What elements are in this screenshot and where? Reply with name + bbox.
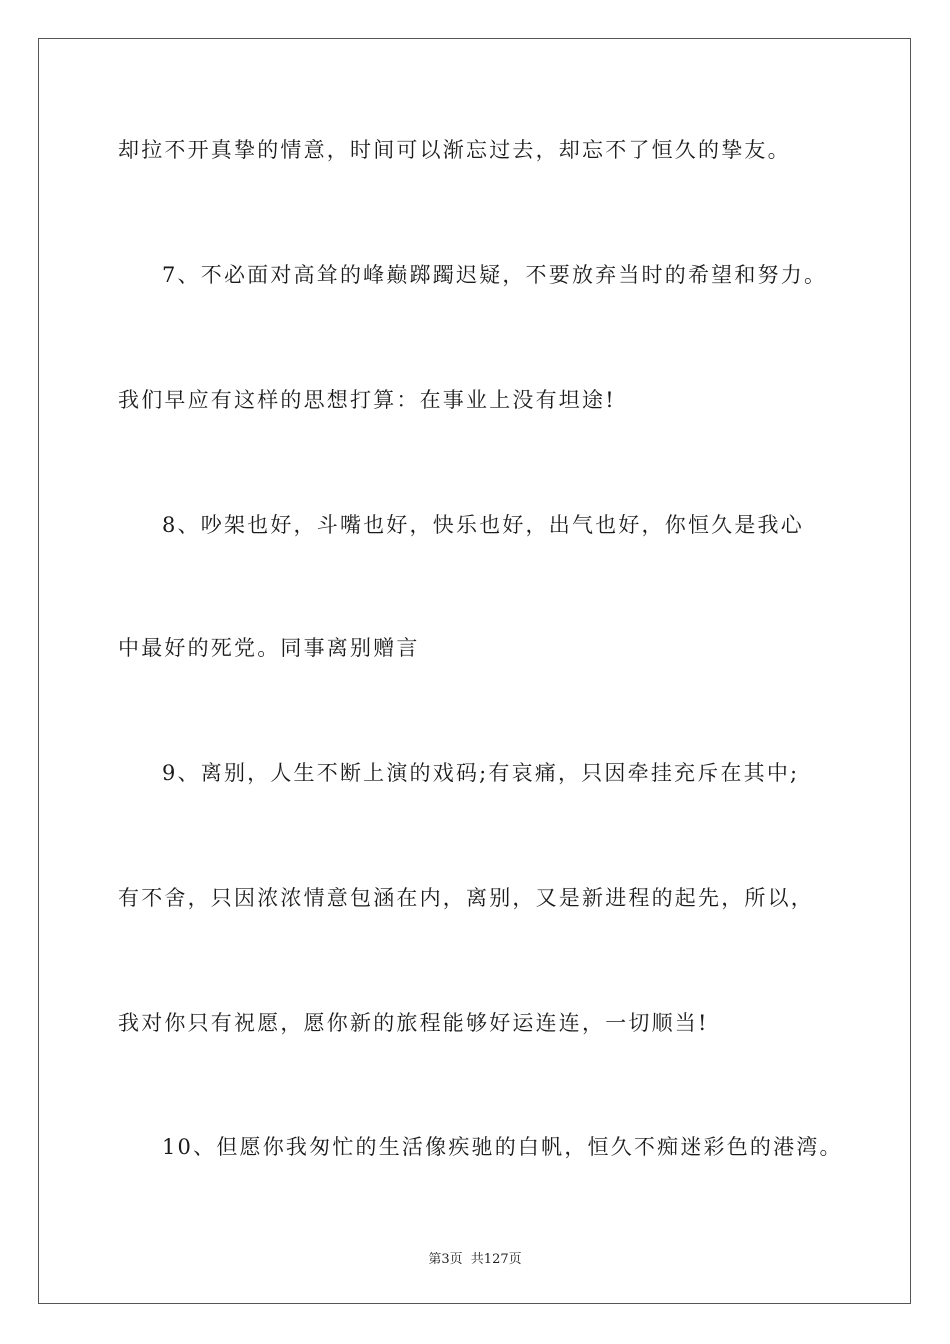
- text-line-2: 7、不必面对高耸的峰巅踯躅迟疑，不要放弃当时的希望和努力。: [162, 263, 828, 287]
- text-line-1: 却拉不开真挚的情意，时间可以渐忘过去，却忘不了恒久的挚友。: [118, 138, 791, 162]
- text-line-6: 9、离别，人生不断上演的戏码;有哀痛，只因牵挂充斥在其中;: [162, 761, 800, 785]
- text-line-7: 有不舍，只因浓浓情意包涵在内，离别，又是新进程的起先，所以，: [118, 886, 814, 910]
- page-frame: [38, 38, 911, 1304]
- total-pages: 共127页: [470, 1252, 522, 1267]
- page-number: 第3页: [428, 1252, 463, 1267]
- text-line-9: 10、但愿你我匆忙的生活像疾驰的白帆，恒久不痴迷彩色的港湾。: [162, 1135, 843, 1159]
- page-footer: [0, 1248, 950, 1267]
- text-line-5: 中最好的死党。同事离别赠言: [118, 636, 420, 660]
- text-line-3: 我们早应有这样的思想打算：在事业上没有坦途!: [118, 388, 616, 412]
- text-line-8: 我对你只有祝愿，愿你新的旅程能够好运连连，一切顺当!: [118, 1011, 709, 1035]
- text-line-4: 8、吵架也好，斗嘴也好，快乐也好，出气也好，你恒久是我心: [162, 513, 804, 537]
